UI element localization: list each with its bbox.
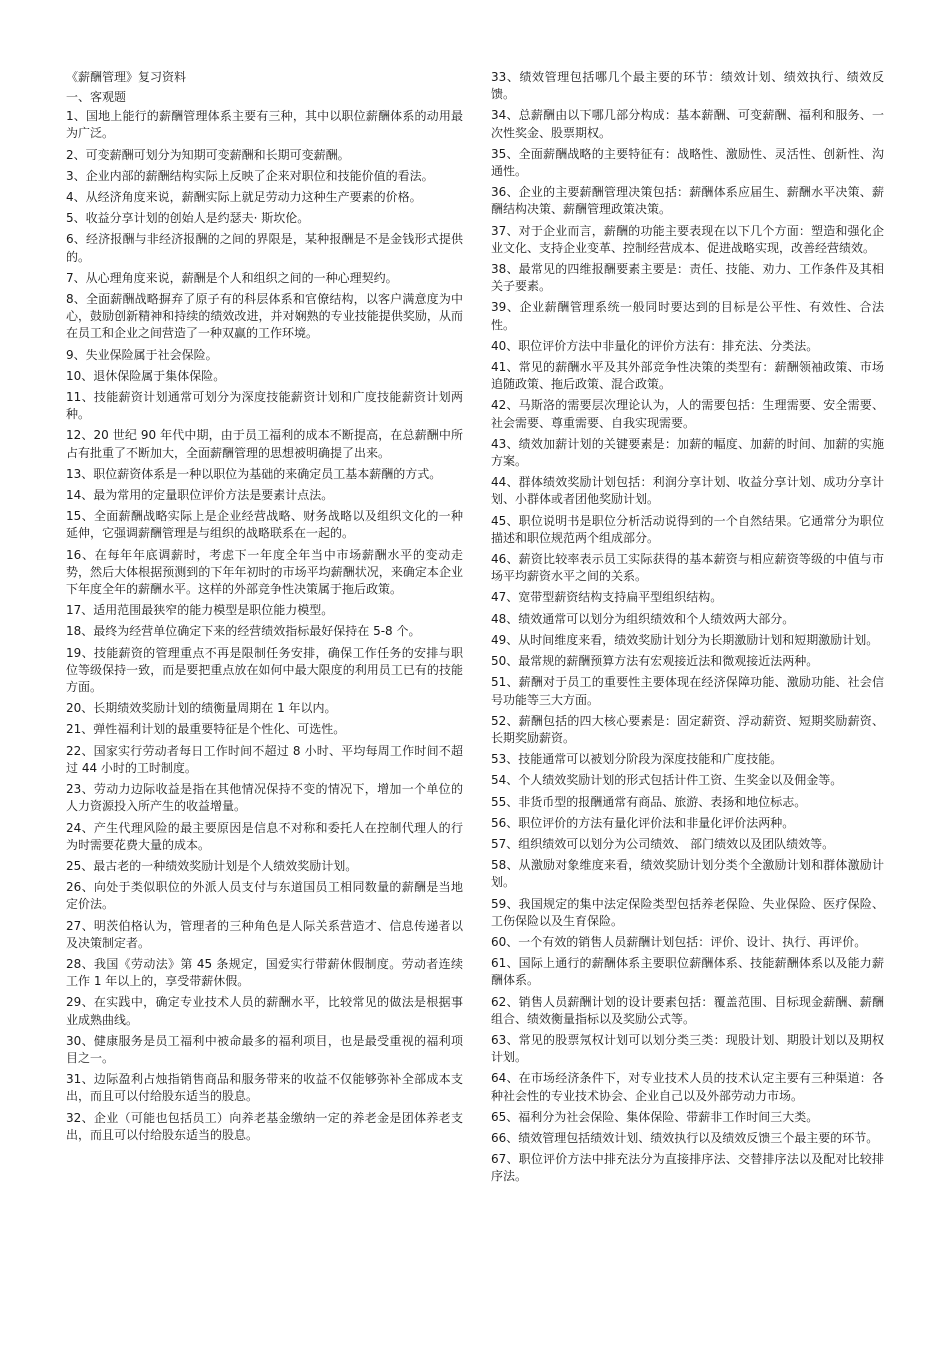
question-item: 3、企业内部的薪酬结构实际上反映了企来对职位和技能价值的看法。	[66, 168, 434, 183]
question-item: 11、技能薪资计划通常可划分为深度技能薪资计划和广度技能薪资计划两种。	[66, 390, 463, 422]
question-item: 41、常见的薪酬水平及其外部竞争性决策的类型有：薪酬领袖政策、市场追随政策、拖后政策、混合政策。	[491, 360, 884, 392]
question-item: 52、薪酬包括的四大核心要素是：固定薪资、浮动薪资、短期奖励薪资、长期奖励薪资。	[491, 713, 884, 745]
left-column	[66, 69, 463, 1148]
question-item: 47、宽带型薪资结构支持扁平型组织结构。	[491, 590, 723, 605]
question-item: 57、组织绩效可以划分为公司绩效、 部门绩效以及团队绩效等。	[491, 836, 835, 851]
question-item: 62、销售人员薪酬计划的设计要素包括：覆盖范围、目标现金薪酬、薪酬组合、绩效衡量指标以及奖励公式等。	[491, 994, 884, 1026]
question-item: 49、从时间维度来看，绩效奖励计划分为长期激励计划和短期激励计划。	[491, 632, 879, 647]
question-item: 66、绩效管理包括绩效计划、绩效执行以及绩效反馈三个最主要的环节。	[491, 1130, 879, 1145]
question-item: 59、我国规定的集中法定保险类型包括养老保险、失业保险、医疗保险、工伤保险以及生育保险。	[491, 896, 884, 928]
question-item: 20、长期绩效奖励计划的绩衡量周期在 1 年以内。	[66, 701, 337, 716]
question-item: 63、常见的股票氖权计划可以划分类三类：现股计划、期股计划以及期权计划。	[491, 1032, 884, 1065]
question-item: 46、薪资比较率表示员工实际获得的基本薪资与相应薪资等级的中值与市场平均薪资水平之间的关系。	[491, 552, 884, 584]
question-item: 27、明茨伯格认为，管理者的三种角色是人际关系营造才、信息传递者以及决策制定者。	[66, 918, 463, 950]
question-item: 35、全面薪酬战略的主要特征有：战略性、激励性、灵活性、创新性、沟通性。	[491, 146, 884, 179]
question-item: 34、总薪酬由以下哪几部分构成：基本薪酬、可变薪酬、福利和服务、一次性奖金、股票期权。	[491, 108, 884, 140]
question-item: 56、职位评价的方法有量化评价法和非量化评价法两种。	[491, 815, 795, 830]
question-item: 9、失业保险属于社会保险。	[66, 347, 218, 362]
question-item: 58、从激励对象维度来看，绩效奖励计划分类个全激励计划和群体激励计划。	[491, 858, 884, 890]
question-item: 51、薪酬对于员工的重要性主要体现在经济保障功能、激励功能、社会信号功能等三大方面。	[491, 675, 884, 707]
right-column	[491, 69, 884, 1190]
question-item: 19、技能薪资的管理重点不再是限制任务安排，确保工作任务的安排与职位等级保持一致，而是要把重点放在如何中最大限度的利用员工已有的技能方面。	[66, 645, 463, 695]
question-item: 14、最为常用的定量职位评价方法是要素计点法。	[66, 488, 334, 503]
question-item: 67、职位评价方法中排充法分为直接排序法、交替排序法以及配对比较排序法。	[491, 1152, 884, 1184]
question-item: 30、健康服务是员工福利中被命最多的福利项目，也是最受重视的福利项目之一。	[66, 1033, 463, 1065]
question-item: 42、马斯洛的需要层次理论认为，人的需要包括：生理需要、安全需要、社会需要、尊重需要、自我实现需要。	[491, 398, 884, 430]
question-item: 29、在实践中，确定专业技术人员的薪酬水平，比较常见的做法是根据事业成熟曲线。	[66, 995, 463, 1027]
document-title: 《薪酬管理》复习资料	[66, 70, 187, 84]
question-item: 25、最古老的一种绩效奖励计划是个人绩效奖励计划。	[66, 858, 358, 873]
question-item: 17、适用范围最狭窄的能力模型是职位能力模型。	[66, 603, 334, 618]
question-item: 65、福利分为社会保险、集体保险、带薪非工作时间三大类。	[491, 1109, 819, 1124]
question-item: 53、技能通常可以被划分阶段为深度技能和广度技能。	[491, 752, 783, 767]
question-item: 45、职位说明书是职位分析活动说得到的一个自然结果。它通常分为职位描述和职位规范两个组成部分。	[491, 513, 884, 545]
question-list-left	[66, 108, 463, 1144]
question-item: 54、个人绩效奖励计划的形式包括计件工资、生奖金以及佣金等。	[491, 773, 843, 788]
question-item: 6、经济报酬与非经济报酬的之间的界限是，某种报酬是不是金钱形式提供的。	[66, 232, 463, 264]
question-item: 21、弹性福利计划的最重要特征是个性化、可选性。	[66, 722, 346, 737]
question-item: 1、国地上能行的薪酬管理体系主要有三种，其中以职位薪酬体系的动用最为广泛。	[66, 109, 463, 141]
question-item: 13、职位薪资体系是一种以职位为基础的来确定员工基本薪酬的方式。	[66, 466, 442, 481]
question-list-right	[491, 69, 884, 1186]
section-heading: 一、客观题	[66, 89, 127, 104]
question-item: 50、最常规的薪酬预算方法有宏观接近法和微观接近法两种。	[491, 654, 819, 669]
question-item: 22、国家实行劳动者每日工作时间不超过 8 小时、平均每周工作时间不超过 44 小时的工时制度。	[66, 743, 463, 775]
question-item: 12、20 世纪 90 年代中期，由于员工福利的成本不断提高，在总薪酬中所占有批重了不断加大，全面薪酬管理的思想被明确提了出来。	[66, 428, 463, 460]
question-item: 2、可变薪酬可划分为知期可变薪酬和长期可变薪酬。	[66, 147, 350, 162]
question-item: 38、最常见的四维报酬要素主要是：责任、技能、劝力、工作条件及其相关子要素。	[491, 262, 884, 294]
question-item: 26、向处于类似职位的外派人员支付与东道国员工相同数量的薪酬是当地定价法。	[66, 880, 463, 912]
question-item: 32、企业（可能也包括员工）向养老基金缴纳一定的养老金是团体养老支出，而且可以付给股东适当的股息。	[66, 1110, 463, 1142]
question-item: 4、从经济角度来说，薪酬实际上就足劳动力这种生产要素的价格。	[66, 190, 422, 204]
question-item: 37、对于企业而言，薪酬的功能主要表现在以下几个方面：塑造和强化企业文化、支持企业变革、控制经营成本、促进战略实现，改善经营绩效。	[491, 223, 884, 255]
question-item: 39、企业薪酬管理系统一般同时要达到的目标是公平性、有效性、合法性。	[491, 300, 884, 332]
question-item: 28、我国《劳动法》第 45 条规定，国爱实行带薪休假制度。劳动者连续工作 1 年以上的，享受带薪休假。	[66, 956, 463, 989]
question-item: 23、劳动力边际收益是指在其他情况保持不变的情况下，增加一个单位的人力资源投入所产生的收益增量。	[66, 782, 463, 814]
question-item: 60、一个有效的销售人员薪酬计划包括：评价、设计、执行、再评价。	[491, 934, 867, 949]
question-item: 48、绩效通常可以划分为组织绩效和个人绩效两大部分。	[491, 611, 795, 626]
question-item: 5、收益分享计划的创始人是约瑟夫· 斯坎伦。	[66, 211, 310, 226]
question-item: 33、绩效管理包括哪几个最主要的环节：绩效计划、绩效执行、绩效反馈。	[491, 70, 884, 102]
question-item: 8、全面薪酬战略摒弃了原子有的科层体系和官僚结构，以客户满意度为中心，鼓励创新精神和持续的绩效改进，并对娴熟的专业技能提供奖励，从而在员工和企业之间营造了一种双赢的工作环境。	[66, 292, 463, 341]
question-item: 43、绩效加薪计划的关键要素是：加薪的幅度、加薪的时间、加薪的实施方案。	[491, 436, 884, 469]
question-item: 61、国际上通行的薪酬体系主要职位薪酬体系、技能薪酬体系以及能力薪酬体系。	[491, 956, 884, 988]
question-item: 64、在市场经济条件下，对专业技术人员的技术认定主要有三种渠道：各种社会性的专业技术协会、企业自己以及外部劳动力市场。	[491, 1071, 884, 1103]
question-item: 31、边际盈利占烛指销售商品和服务带来的收益不仅能够弥补全部成本支出，而且可以付给股东适当的股息。	[66, 1072, 463, 1104]
question-item: 16、在每年年底调薪时，考虑下一年度全年当中市场薪酬水平的变动走势，然后大体根据预测到的下年年初时的市场平均薪酬状况，来确定本企业下年度全年的薪酬水平。这样的外部竞争性决策属于拖后政策。	[66, 547, 463, 597]
question-item: 18、最终为经营单位确定下来的经营绩效指标最好保持在 5-8 个。	[66, 624, 421, 639]
question-item: 40、职位评价方法中非量化的评价方法有：排充法、分类法。	[491, 338, 819, 353]
question-item: 24、产生代理风险的最主要原因是信息不对称和委托人在控制代理人的行为时需要花费大量的成本。	[66, 820, 463, 852]
question-item: 36、企业的主要薪酬管理决策包括：薪酬体系应届生、薪酬水平决策、薪酬结构决策、薪酬管理政策决策。	[491, 185, 884, 217]
question-item: 10、退休保险属于集体保险。	[66, 368, 226, 383]
question-item: 55、非货币型的报酬通常有商品、旅游、表扬和地位标志。	[491, 794, 807, 809]
question-item: 44、群体绩效奖励计划包括：利润分享计划、收益分享计划、成功分享计划、小群体或者团他奖励计划。	[491, 475, 884, 507]
question-item: 15、全面薪酬战略实际上是企业经营战略、财务战略以及组织文化的一种延伸，它强调薪酬管理是与组织的战略联系在一起的。	[66, 509, 463, 541]
question-item: 7、从心理角度来说，薪酬是个人和组织之间的一种心理契约。	[66, 270, 398, 285]
